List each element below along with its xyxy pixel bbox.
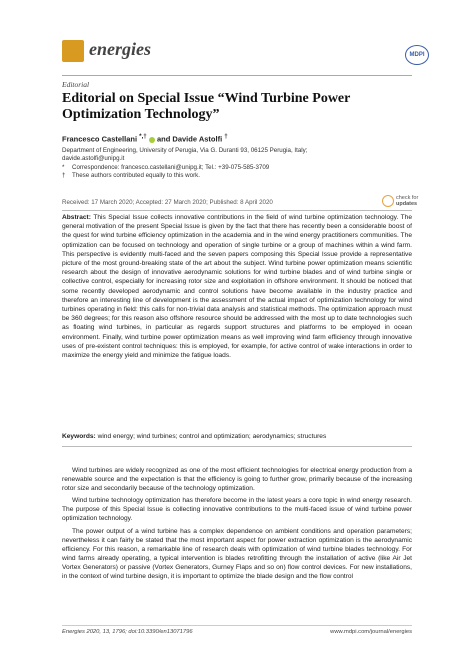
- body-paragraph: Wind turbines are widely recognized as one of the most efficient technologies for electrical energy production from a renewable source and the expectation is that the efficiency is going to further grow, primarily because of the increasing rotor size and secondarily because of the technology optimization.: [62, 467, 412, 493]
- orcid-icon[interactable]: [149, 137, 155, 143]
- journal-name: energies: [89, 39, 151, 59]
- article-type: Editorial: [62, 80, 90, 89]
- body-paragraph: Wind turbine technology optimization has therefore become in the latest years a core topic in wind energy research. The purpose of this Special Issue is collecting innovative contributions to the multi-faced issue of wind turbine power optimization technology.: [62, 497, 412, 523]
- keywords: [62, 432, 412, 441]
- keywords-label: Keywords:: [62, 433, 96, 440]
- correspondence-note: Correspondence: francesco.castellani@unipg.it; Tel.: +39-075-585-3709: [72, 163, 270, 171]
- correspondence-symbol: *: [62, 163, 65, 171]
- author-list: [62, 133, 228, 144]
- energies-logo-icon: [62, 40, 84, 62]
- footer-citation: Energies 2020, 13, 1796; doi:10.3390/en13071796: [62, 629, 193, 635]
- body-text: [62, 466, 412, 584]
- abstract-text: This Special Issue collects innovative contributions in the field of wind turbine optimization technology. The general motivation of the present Special Issue is given by the fact that there has recently been a considerable boost of the quest for wind turbine efficiency optimization in the academia and in the wind energy practitioners communities. The optimization can be focused on technology and operation of single turbine or a group of machines within a wind farm. This perspective is evidently multi-faced and the seven papers composing this Special Issue provide a representative picture of the most ground-breaking state of the art about the subject. Wind turbine power optimization means scientific research about the design of innovative aerodynamic solutions for wind turbine blades and of wind turbine single or collective control, especially for increasing rotor size and exploitation in offshore environment. It should be noticed that some recently developed aerodynamic and control solutions have become available in the industry practice and therefore an interesting line of development is the assessment of the actual impact of optimization technology for wind turbines operating in field: this calls for non-trivial data analysis and statistical methods. The optimization approach must be 360 degrees; for this reason also offshore resource should be addressed with the most up to date technologies such as floating wind turbines, in particular as regards support structures and platforms to be employed in ocean environment. Finally, wind turbine power optimization means as well improving wind farm efficiency through innovative uses of pre-existent control techniques: this is employed, for example, for active control of wake interactions in order to maximize the energy yield and minimize the fatigue loads.: [62, 214, 412, 360]
- keywords-divider: [62, 446, 412, 447]
- check-for-updates-button[interactable]: [382, 195, 418, 207]
- author-marks: †: [224, 133, 228, 140]
- abstract-label: Abstract:: [62, 214, 91, 221]
- body-paragraph: The power output of a wind turbine has a complex dependence on ambient conditions and operation parameters; nevertheless it can fairly be stated that the most important aspect for power extraction optimization is the aerodynamic efficiency. For this reason, a remarkable line of research deals with optimization of wind turbine blades technology. For wind farms already operating, a typical intervention is blades retrofitting through the installation of active (like Air Jet Vortex Generators) or passive (Vortex Generators, Gurney Flaps and so on) flow control devices. For new installations, in the context of wind turbine design, it is important to optimize the blade design and the flow control: [62, 527, 412, 581]
- article-title: Editorial on Special Issue “Wind Turbine Power Optimization Technology”: [62, 91, 351, 122]
- check-updates-icon: [382, 195, 394, 207]
- dates-divider: [62, 210, 412, 211]
- equal-contribution-note: These authors contributed equally to this work.: [72, 171, 200, 179]
- equal-contribution-symbol: †: [62, 171, 66, 179]
- affiliations: [62, 147, 382, 180]
- check-updates-line2: updates: [396, 201, 418, 207]
- affiliation-email[interactable]: davide.astolfi@unipg.it: [62, 155, 125, 163]
- check-updates-line1: check for: [396, 195, 419, 201]
- footer-url[interactable]: www.mdpi.com/journal/energies: [330, 629, 412, 635]
- author-marks: *,†: [139, 133, 147, 140]
- publication-dates: Received: 17 March 2020; Accepted: 27 March 2020; Published: 8 April 2020: [62, 199, 273, 206]
- mdpi-logo: MDPI: [405, 45, 429, 65]
- author-name[interactable]: Francesco Castellani: [62, 134, 138, 144]
- author-name[interactable]: Davide Astolfi: [172, 134, 223, 144]
- affiliation-line: Department of Engineering, University of Perugia, Via G. Duranti 93, 06125 Perugia, Italy;: [62, 147, 308, 154]
- keywords-text: wind energy; wind turbines; control and optimization; aerodynamics; structures: [97, 433, 327, 440]
- header-divider: [62, 75, 412, 76]
- footer-divider: [62, 625, 412, 626]
- author-conjunction: and: [156, 134, 171, 144]
- abstract: [62, 213, 412, 360]
